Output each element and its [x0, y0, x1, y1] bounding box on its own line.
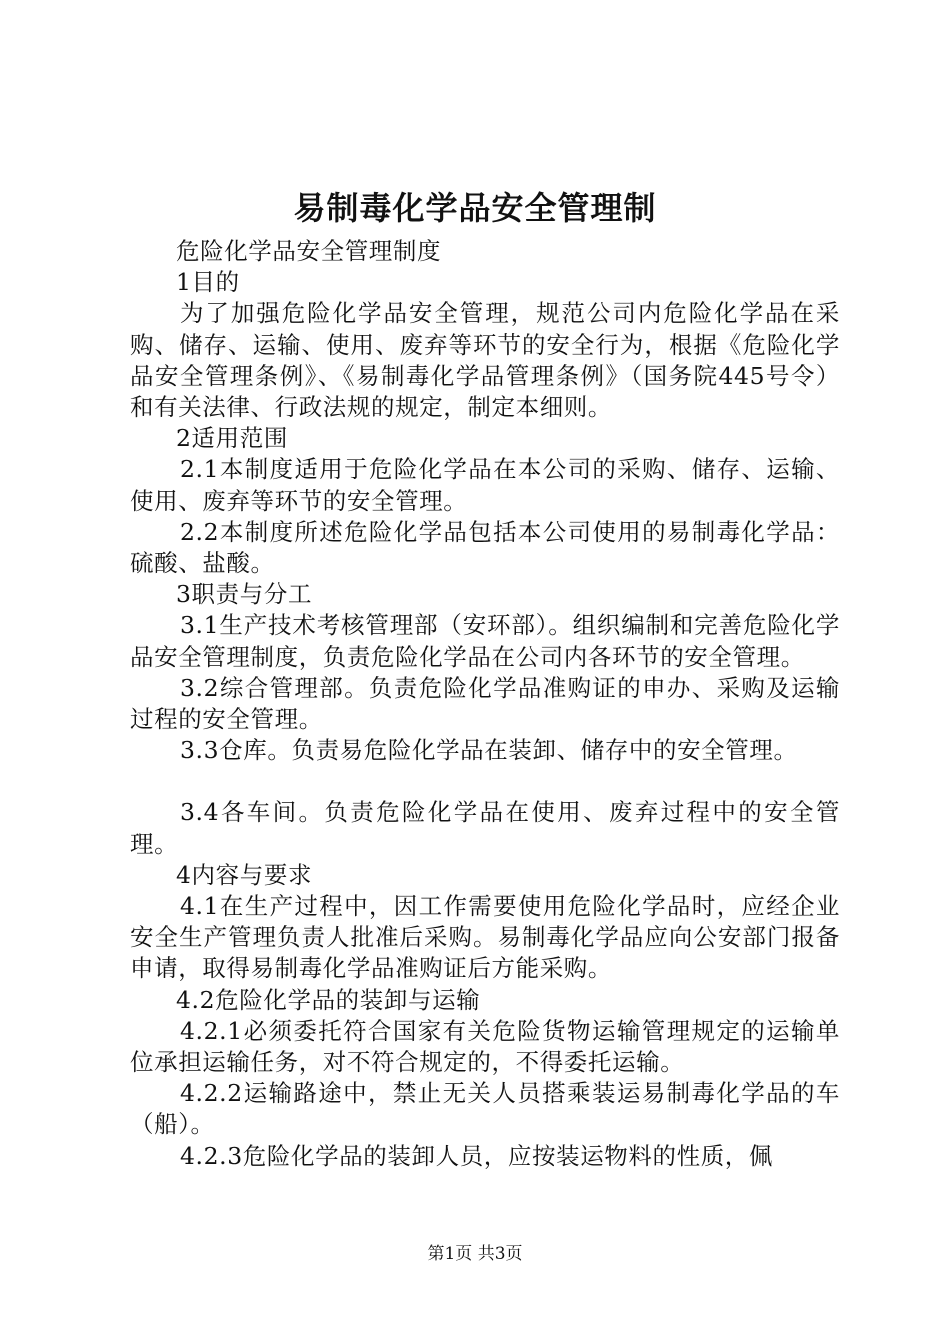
page-number: 第1页 共3页 — [427, 1244, 523, 1264]
document-body — [130, 236, 840, 1172]
heading-duties: 3职责与分工 — [176, 580, 313, 609]
paragraph-purpose: 为了加强危险化学品安全管理，规范公司内危险化学品在采购、储存、运输、使用、废弃等环节的安全行为，根据《危险化学品安全管理条例》、《易制毒化学品管理条例》（国务院445号令）和有关法律、行政法规的规定，制定本细则。 — [130, 299, 840, 422]
paragraph-4-2-1: 4.2.1必须委托符合国家有关危险货物运输管理规定的运输单位承担运输任务，对不符合规定的，不得委托运输。 — [130, 1016, 840, 1077]
paragraph-2-2: 2.2本制度所述危险化学品包括本公司使用的易制毒化学品：硫酸、盐酸。 — [130, 517, 840, 578]
paragraph-subtitle: 危险化学品安全管理制度 — [176, 237, 442, 265]
heading-content: 4内容与要求 — [176, 860, 313, 889]
paragraph-3-3: 3.3仓库。负责易危险化学品在装卸、储存中的安全管理。 — [180, 736, 798, 765]
document-title: 易制毒化学品安全管理制 — [293, 189, 657, 227]
paragraph-4-2-3: 4.2.3危险化学品的装卸人员，应按装运物料的性质，佩 — [180, 1141, 773, 1170]
paragraph-2-1: 2.1本制度适用于危险化学品在本公司的采购、储存、运输、使用、废弃等环节的安全管理。 — [130, 455, 840, 515]
paragraph-4-2-2: 4.2.2运输路途中，禁止无关人员搭乘装运易制毒化学品的车（船）。 — [130, 1079, 840, 1139]
heading-scope: 2适用范围 — [176, 424, 288, 453]
paragraph-3-4: 3.4各车间。负责危险化学品在使用、废弃过程中的安全管理。 — [130, 798, 840, 858]
paragraph-4-1: 4.1在生产过程中，因工作需要使用危险化学品时，应经企业安全生产管理负责人批准后采购。易制毒化学品应向公安部门报备申请，取得易制毒化学品准购证后方能采购。 — [130, 892, 840, 983]
heading-4-2: 4.2危险化学品的装卸与运输 — [176, 985, 481, 1014]
heading-purpose: 1目的 — [176, 268, 240, 297]
paragraph-3-1: 3.1生产技术考核管理部（安环部）。组织编制和完善危险化学品安全管理制度，负责危险化学品在公司内各环节的安全管理。 — [130, 611, 840, 671]
blank-line — [130, 766, 840, 797]
paragraph-3-2: 3.2综合管理部。负责危险化学品准购证的申办、采购及运输过程的安全管理。 — [130, 673, 840, 734]
